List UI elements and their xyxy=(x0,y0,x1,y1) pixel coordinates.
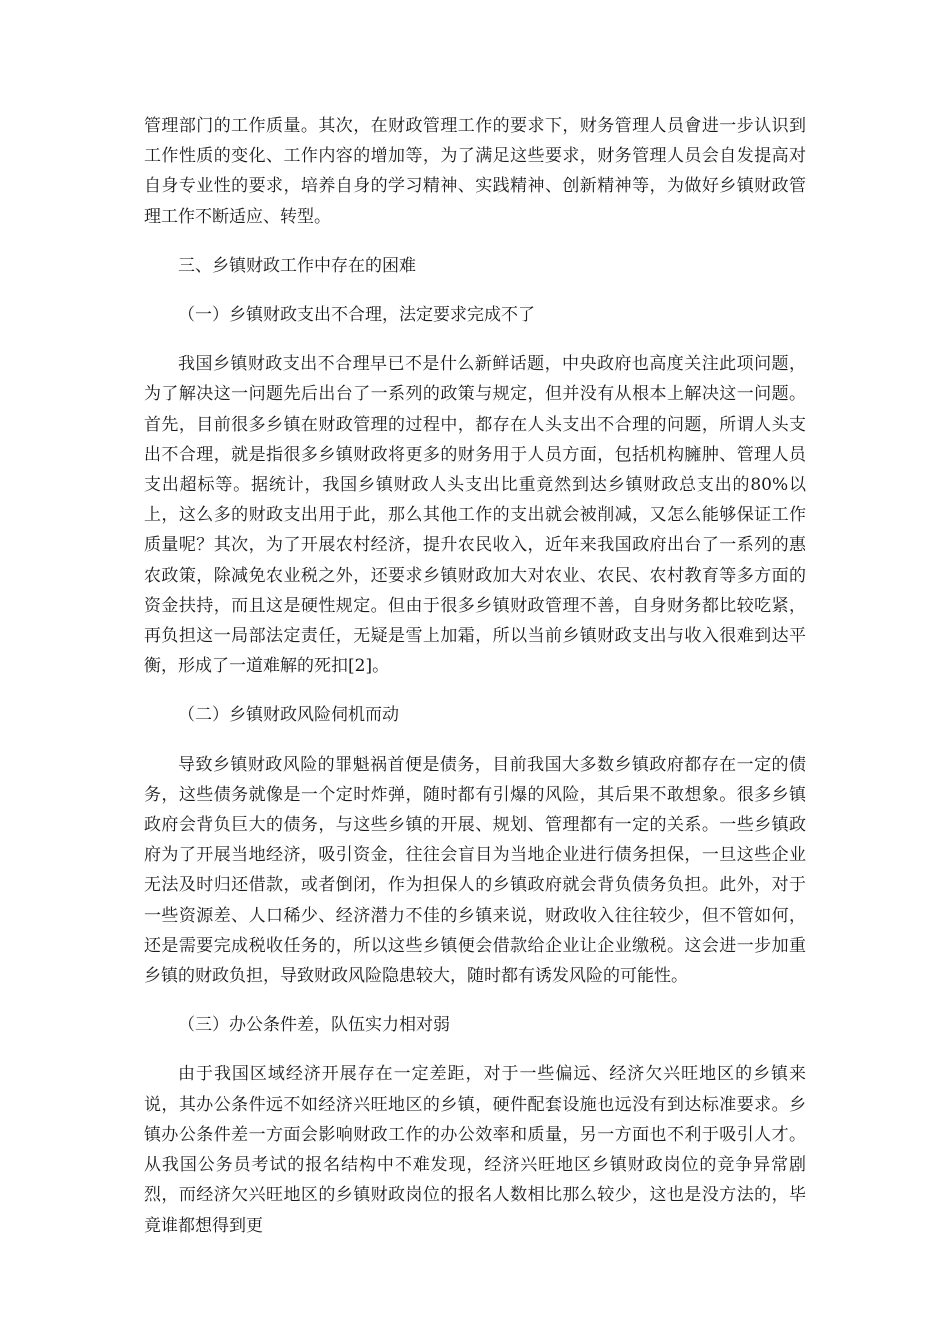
subsection-2-heading: （二）乡镇财政风险伺机而动 xyxy=(178,705,399,726)
subsection-2-paragraph: 导致乡镇财政风险的罪魁祸首便是债务，目前我国大多数乡镇政府都存在一定的债务，这些债务就像是一个定时炸弹，随时都有引爆的风险，其后果不敢想象。很多乡镇政府会背负巨大的债务，与这些乡镇的开展、规划、管理都有一定的关系。一些乡镇政府为了开展当地经济，吸引资金，往往会盲目为当地企业进行债务担保，一旦这些企业无法及时归还借款，或者倒闭，作为担保人的乡镇政府就会背负债务负担。此外，对于一些资源差、人口稀少、经济潜力不佳的乡镇来说，财政收入往往较少，但不管如何，还是需要完成税收任务的，所以这些乡镇便会借款给企业让企业缴税。这会进一步加重乡镇的财政负担，导致财政风险隐患较大，随时都有诱发风险的可能性。 xyxy=(144,754,806,987)
continuation-paragraph: 管理部门的工作质量。其次，在财政管理工作的要求下，财务管理人员會进一步认识到工作性质的变化、工作内容的增加等，为了满足这些要求，财务管理人员会自发提高对自身专业性的要求，培养自身的学习精神、实践精神、创新精神等，为做好乡镇财政管理工作不断适应、转型。 xyxy=(144,116,806,227)
subsection-1-heading: （一）乡镇财政支出不合理，法定要求完成不了 xyxy=(178,305,535,326)
subsection-1-paragraph: 我国乡镇财政支出不合理早已不是什么新鲜话题，中央政府也高度关注此项问题，为了解决这一问题先后出台了一系列的政策与规定，但并没有从根本上解决这一问题。首先，目前很多乡镇在财政管理的过程中，都存在人头支出不合理的问题，所谓人头支出不合理，就是指很多乡镇财政将更多的财务用于人员方面，包括机构臃肿、管理人员支出超标等。据统计，我国乡镇财政人头支出比重竟然到达乡镇财政总支出的80%以上，这么多的财政支出用于此，那么其他工作的支出就会被削减，又怎么能够保证工作质量呢？其次，为了开展农村经济，提升农民收入，近年来我国政府出台了一系列的惠农政策，除减免农业税之外，还要求乡镇财政加大对农业、农民、农村教育等多方面的资金扶持，而且这是硬性规定。但由于很多乡镇财政管理不善，自身财务都比较吃紧，再负担这一局部法定责任，无疑是雪上加霜，所以当前乡镇财政支出与收入很难到达平衡，形成了一道难解的死扣[2]。 xyxy=(144,354,806,677)
section-heading: 三、乡镇财政工作中存在的困难 xyxy=(178,255,416,276)
subsection-3-paragraph: 由于我国区域经济开展存在一定差距，对于一些偏远、经济欠兴旺地区的乡镇来说，其办公条件远不如经济兴旺地区的乡镇，硬件配套设施也远没有到达标准要求。乡镇办公条件差一方面会影响财政工作的办公效率和质量，另一方面也不利于吸引人才。从我国公务员考试的报名结构中不难发现，经济兴旺地区乡镇财政岗位的竞争异常剧烈，而经济欠兴旺地区的乡镇财政岗位的报名人数相比那么较少，这也是没方法的，毕竟谁都想得到更 xyxy=(144,1064,806,1236)
document-page xyxy=(144,111,806,1241)
subsection-3-heading: （三）办公条件差，队伍实力相对弱 xyxy=(178,1015,450,1036)
